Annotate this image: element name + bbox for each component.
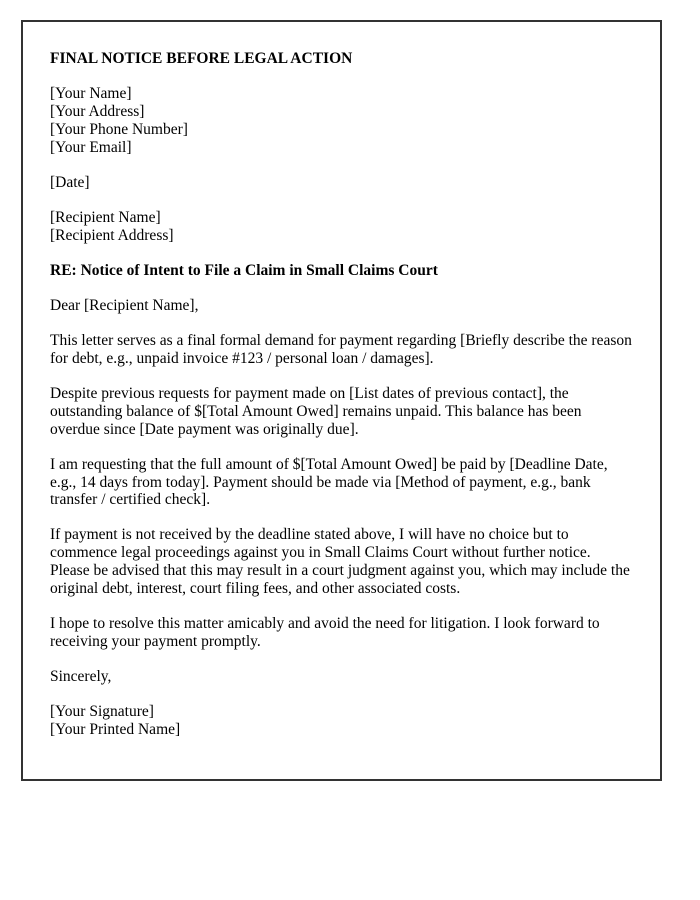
body-paragraph-4: If payment is not received by the deadline stated above, I will have no choice but to commence legal proceedings against you in Small Claims Court without further notice. Please be advised that this may result in a court judgment against you, which may include the original debt, interest, court filing fees, and other associated costs. (50, 526, 630, 598)
recipient-block (50, 209, 633, 245)
signature-block (50, 703, 633, 739)
letter-title: FINAL NOTICE BEFORE LEGAL ACTION (50, 50, 353, 67)
subject-line: RE: Notice of Intent to File a Claim in Small Claims Court (50, 261, 438, 279)
sender-phone: [Your Phone Number] (50, 120, 188, 138)
salutation: Dear [Recipient Name], (50, 296, 199, 314)
date-line: [Date] (50, 173, 90, 191)
recipient-name: [Recipient Name] (50, 208, 161, 226)
letter-container (21, 20, 662, 781)
body-paragraph-1: This letter serves as a final formal demand for payment regarding [Briefly describe the reason for debt, e.g., unpaid invoice #123 / personal loan / damages]. (50, 331, 632, 367)
sender-name: [Your Name] (50, 84, 132, 102)
sender-email: [Your Email] (50, 138, 132, 156)
body-paragraph-5: I hope to resolve this matter amicably and avoid the need for litigation. I look forward to receiving your payment promptly. (50, 615, 600, 651)
signature-line: [Your Signature] (50, 703, 154, 721)
sender-block (50, 85, 633, 157)
recipient-address: [Recipient Address] (50, 226, 174, 244)
sender-address: [Your Address] (50, 102, 145, 120)
body-paragraph-2: Despite previous requests for payment made on [List dates of previous contact], the outstanding balance of $[Total Amount Owed] remains unpaid. This balance has been overdue since [Date payment was originally due]. (50, 384, 582, 438)
body-paragraph-3: I am requesting that the full amount of $[Total Amount Owed] be paid by [Deadline Date, e.g., 14 days from today]. Payment should be made via [Method of payment, e.g., bank transfer / certified check]. (50, 455, 608, 509)
closing: Sincerely, (50, 668, 112, 686)
printed-name-line: [Your Printed Name] (50, 721, 181, 739)
